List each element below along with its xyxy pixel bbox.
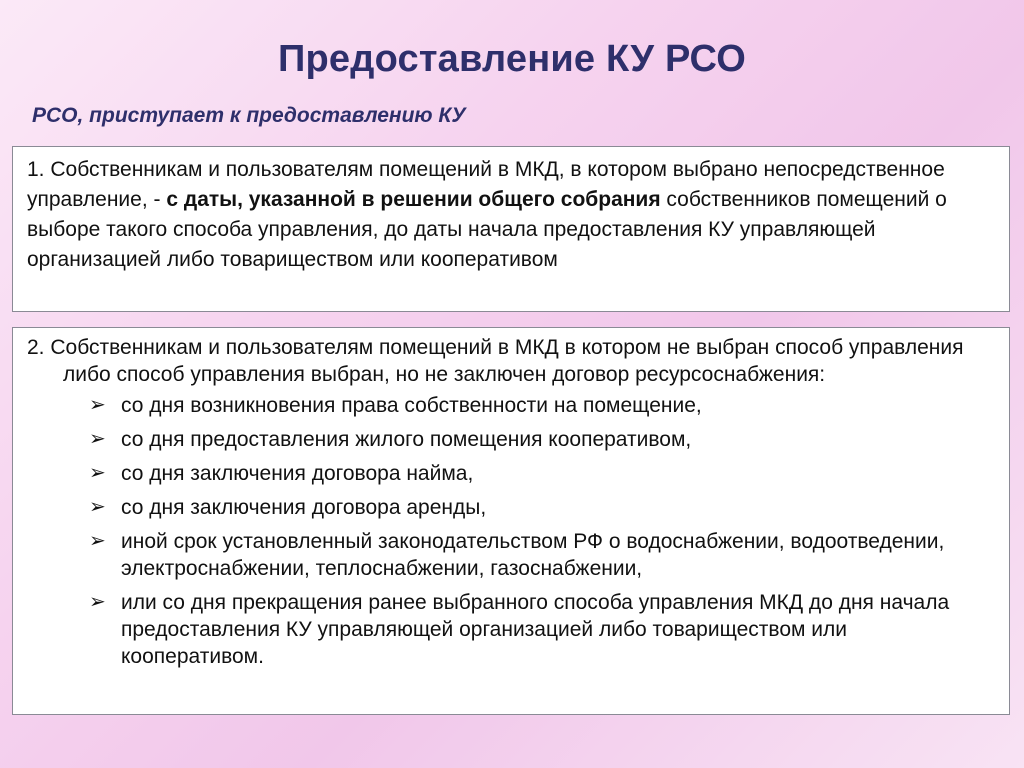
condition-1-text-start: 1. Собственникам и пользователям помещений в МКД, в котором выбрано непосредственное управление, - [27, 158, 945, 211]
bullet-text: со дня заключения договора аренды, [121, 496, 487, 519]
arrow-bullet-icon: ➢ [89, 394, 106, 416]
bullet-text: со дня заключения договора найма, [121, 462, 474, 485]
bullet-text: или со дня прекращения ранее выбранного способа управления МКД до дня начала предоставления КУ управляющей организацией либо товариществом или кооперативом. [121, 591, 950, 668]
slide-subtitle: РСО, приступает к предоставлению КУ [32, 104, 466, 127]
bullet-item [27, 392, 995, 419]
bullet-item [27, 426, 995, 453]
condition-box-2 [12, 327, 1010, 715]
arrow-bullet-icon: ➢ [89, 428, 106, 450]
arrow-bullet-icon: ➢ [89, 530, 106, 552]
bullet-text: иной срок установленный законодательством РФ о водоснабжении, водоотведении, электроснабжении, теплоснабжении, газоснабжении, [121, 530, 945, 580]
condition-1-text-end: собственников помещений о выборе такого способа управления, до даты начала предоставления КУ управляющей организацией либо товариществом или кооперативом [27, 188, 947, 271]
bullet-item [27, 589, 995, 670]
bullet-text: со дня возникновения права собственности на помещение, [121, 394, 702, 417]
condition-2-intro: 2. Собственникам и пользователям помещений в МКД в котором не выбран способ управления либо способ управления выбран, но не заключен договор ресурсоснабжения: [27, 336, 964, 386]
condition-box-1 [12, 146, 1010, 312]
arrow-bullet-icon: ➢ [89, 462, 106, 484]
bullet-item [27, 460, 995, 487]
arrow-bullet-icon: ➢ [89, 496, 106, 518]
bullet-item [27, 528, 995, 582]
bullet-text: со дня предоставления жилого помещения кооперативом, [121, 428, 692, 451]
condition-1-bold-text: с даты, указанной в решении общего собрания [166, 188, 661, 211]
slide-title: Предоставление КУ РСО [278, 38, 746, 80]
bullet-item [27, 494, 995, 521]
arrow-bullet-icon: ➢ [89, 591, 106, 613]
condition-2-bullet-list [27, 392, 995, 670]
